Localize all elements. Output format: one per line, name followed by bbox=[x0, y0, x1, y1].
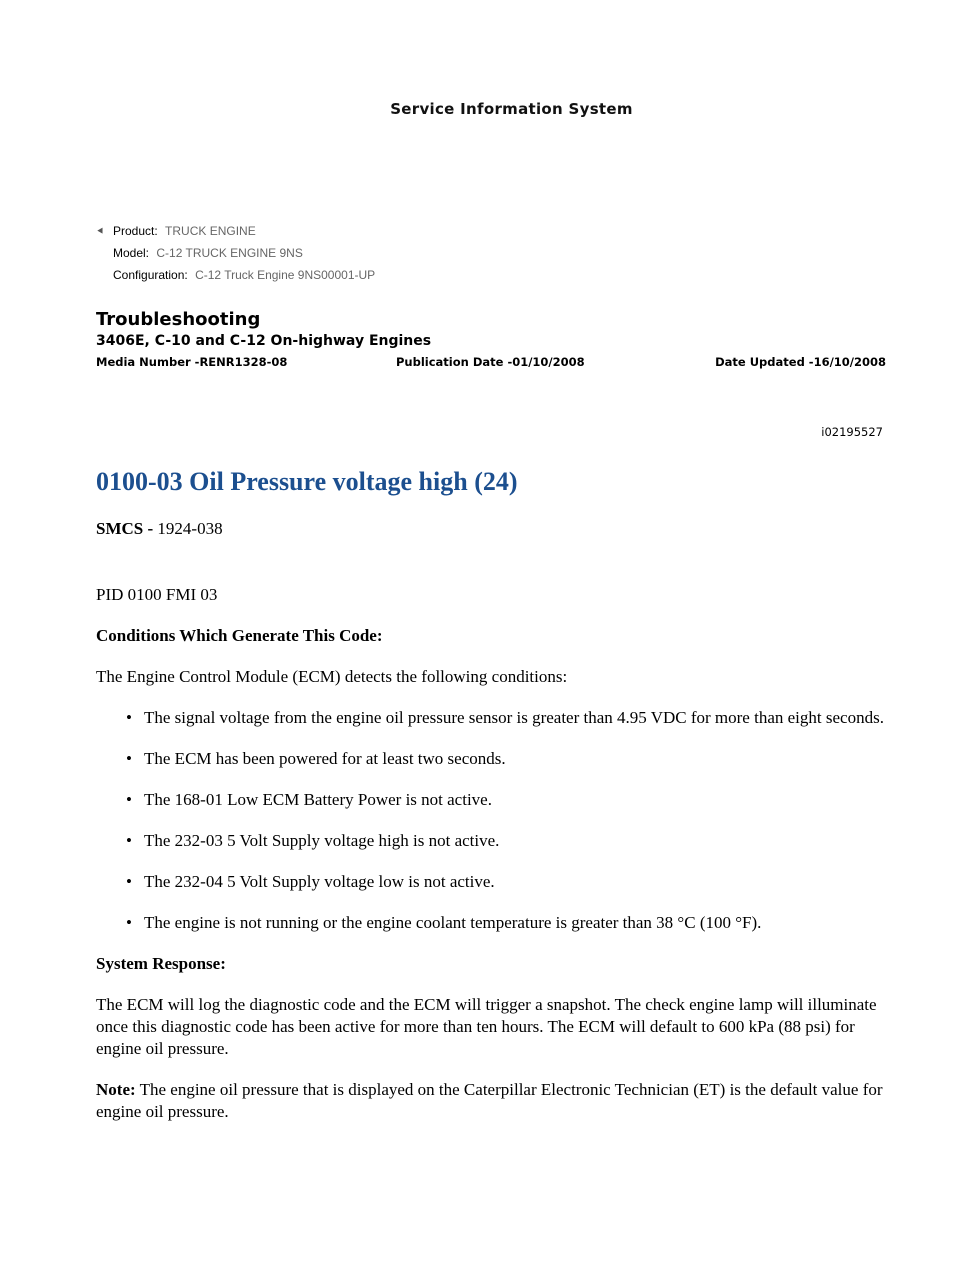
list-item: • The engine is not running or the engine coolant temperature is greater than 38 °C (100 °F). bbox=[126, 912, 886, 934]
list-item: • The 232-03 5 Volt Supply voltage high is not active. bbox=[126, 830, 886, 852]
model-row bbox=[96, 246, 375, 268]
publication-date: Publication Date -01/10/2008 bbox=[396, 355, 585, 369]
response-heading: System Response: bbox=[96, 954, 226, 973]
smcs-line bbox=[96, 518, 886, 540]
document-header bbox=[96, 309, 886, 373]
back-arrow-icon[interactable]: ⯇ bbox=[96, 226, 105, 238]
conditions-intro: The Engine Control Module (ECM) detects the following conditions: bbox=[96, 667, 568, 686]
product-label: Product: bbox=[113, 224, 158, 238]
pid-line: PID 0100 FMI 03 bbox=[96, 585, 218, 604]
note-label: Note: bbox=[96, 1080, 136, 1099]
configuration-value: C-12 Truck Engine 9NS00001-UP bbox=[195, 268, 376, 282]
main-content bbox=[96, 464, 886, 1142]
media-number: Media Number -RENR1328-08 bbox=[96, 355, 288, 369]
smcs-value: 1924-038 bbox=[157, 519, 223, 538]
product-row bbox=[96, 224, 375, 246]
note-paragraph bbox=[96, 1079, 886, 1123]
response-text: The ECM will log the diagnostic code and the ECM will trigger a snapshot. The check engine lamp will illuminate once this diagnostic code has been active for more than ten hours. The ECM will default to 600 kPa (88 psi) for engine oil pressure. bbox=[96, 995, 877, 1058]
page-heading: 0100-03 Oil Pressure voltage high (24) bbox=[96, 467, 518, 496]
document-title: Troubleshooting bbox=[96, 309, 261, 330]
list-item: • The 168-01 Low ECM Battery Power is not active. bbox=[126, 789, 886, 811]
document-meta bbox=[96, 355, 886, 373]
list-item: • The 232-04 5 Volt Supply voltage low is not active. bbox=[126, 871, 886, 893]
model-label: Model: bbox=[113, 246, 150, 260]
date-updated: Date Updated -16/10/2008 bbox=[715, 355, 886, 369]
configuration-label: Configuration: bbox=[113, 268, 188, 282]
configuration-row bbox=[96, 268, 375, 290]
conditions-heading: Conditions Which Generate This Code: bbox=[96, 626, 383, 645]
note-text: The engine oil pressure that is displayed on the Caterpillar Electronic Technician (ET) is the default value for engine oil pressure. bbox=[96, 1080, 883, 1121]
system-title-logo: Service Information System bbox=[390, 100, 633, 118]
smcs-label: SMCS - bbox=[96, 519, 158, 538]
document-subtitle: 3406E, C-10 and C-12 On-highway Engines bbox=[96, 333, 432, 349]
list-item: • The signal voltage from the engine oil pressure sensor is greater than 4.95 VDC for more than eight seconds. bbox=[126, 707, 886, 729]
conditions-list bbox=[96, 707, 886, 934]
list-item: • The ECM has been powered for at least two seconds. bbox=[126, 748, 886, 770]
model-value: C-12 TRUCK ENGINE 9NS bbox=[156, 246, 303, 260]
product-value: TRUCK ENGINE bbox=[165, 224, 256, 238]
breadcrumb bbox=[96, 224, 375, 290]
document-id: i02195527 bbox=[821, 425, 883, 439]
